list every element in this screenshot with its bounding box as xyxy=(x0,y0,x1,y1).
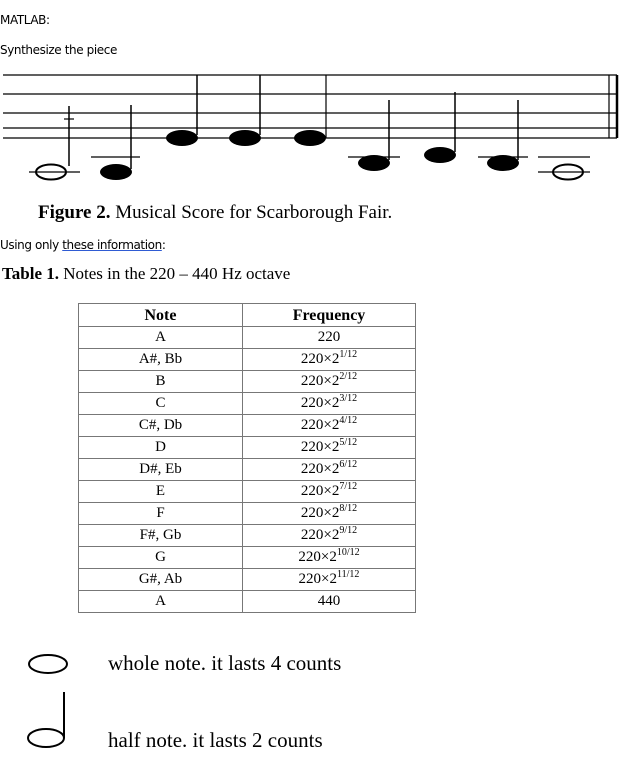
whole-note-icon xyxy=(26,652,72,678)
frequency-exponent: 10/12 xyxy=(336,547,360,558)
frequency-exponent: 3/12 xyxy=(339,393,358,404)
note-cell: G xyxy=(79,547,243,569)
quarter-note-2 xyxy=(100,105,132,180)
frequency-cell: $220\times 2^{10/12}$ xyxy=(243,547,416,569)
figure-caption: Figure 2. Musical Score for Scarborough Fair. xyxy=(38,202,393,223)
information-link[interactable]: these information xyxy=(62,238,162,252)
frequency-cell: $220\times 2^{4/12}$ xyxy=(243,415,416,437)
frequency-cell: 220 xyxy=(243,327,416,349)
frequency-exponent: 1/12 xyxy=(339,349,358,360)
frequency-cell: $220\times 2^{9/12}$ xyxy=(243,525,416,547)
table-row xyxy=(79,525,416,547)
note-cell: C#, Db xyxy=(79,415,243,437)
note-cell: E xyxy=(79,481,243,503)
whole-note-description: whole note. it lasts 4 counts xyxy=(108,651,342,675)
frequency-exponent: 9/12 xyxy=(339,525,358,536)
frequency-cell: $220\times 2^{11/12}$ xyxy=(243,569,416,591)
frequency-exponent: 2/12 xyxy=(339,371,358,382)
frequency-cell: 440 xyxy=(243,591,416,613)
notes-frequency-table xyxy=(78,303,416,613)
task-label: Synthesize the piece xyxy=(0,43,117,57)
frequency-cell: $220\times 2^{3/12}$ xyxy=(243,393,416,415)
frequency-exponent: 4/12 xyxy=(339,415,358,426)
table-row xyxy=(79,481,416,503)
frequency-cell: $220\times 2^{1/12}$ xyxy=(243,349,416,371)
table-row xyxy=(79,327,416,349)
matlab-label: MATLAB: xyxy=(0,13,50,27)
table-row xyxy=(79,591,416,613)
half-note-description: half note. it lasts 2 counts xyxy=(108,728,323,752)
note-cell: C xyxy=(79,393,243,415)
note-cell: D xyxy=(79,437,243,459)
frequency-exponent: 6/12 xyxy=(339,459,358,470)
table-row xyxy=(79,371,416,393)
table-row xyxy=(79,415,416,437)
instruction-text: Using only these information: xyxy=(0,238,166,252)
table-row xyxy=(79,349,416,371)
table-row xyxy=(79,393,416,415)
frequency-exponent: 8/12 xyxy=(339,503,358,514)
table-row xyxy=(79,437,416,459)
column-header-frequency: Frequency xyxy=(243,304,416,327)
note-cell: A#, Bb xyxy=(79,349,243,371)
table-caption: Table 1. Notes in the 220 – 440 Hz octave xyxy=(2,264,291,283)
frequency-exponent: 5/12 xyxy=(339,437,358,448)
note-cell: F xyxy=(79,503,243,525)
note-cell: A xyxy=(79,327,243,349)
frequency-exponent: 7/12 xyxy=(339,481,358,492)
frequency-exponent: 11/12 xyxy=(337,569,360,580)
half-note-icon xyxy=(26,690,72,752)
table-row xyxy=(79,569,416,591)
note-cell: G#, Ab xyxy=(79,569,243,591)
frequency-cell: $220\times 2^{8/12}$ xyxy=(243,503,416,525)
table-row xyxy=(79,503,416,525)
note-cell: B xyxy=(79,371,243,393)
column-header-note: Note xyxy=(79,304,243,327)
note-cell: F#, Gb xyxy=(79,525,243,547)
quarter-note-1 xyxy=(64,106,74,166)
table-row xyxy=(79,547,416,569)
quarter-note-3 xyxy=(166,75,198,146)
quarter-note-4 xyxy=(229,75,261,146)
quarter-note-5 xyxy=(294,130,326,146)
frequency-cell: $220\times 2^{7/12}$ xyxy=(243,481,416,503)
note-cell: D#, Eb xyxy=(79,459,243,481)
frequency-cell: $220\times 2^{2/12}$ xyxy=(243,371,416,393)
note-cell: A xyxy=(79,591,243,613)
frequency-cell: $220\times 2^{5/12}$ xyxy=(243,437,416,459)
musical-staff xyxy=(0,62,631,187)
quarter-note-6 xyxy=(358,100,390,171)
table-row xyxy=(79,459,416,481)
frequency-cell: $220\times 2^{6/12}$ xyxy=(243,459,416,481)
quarter-note-8 xyxy=(487,100,519,171)
